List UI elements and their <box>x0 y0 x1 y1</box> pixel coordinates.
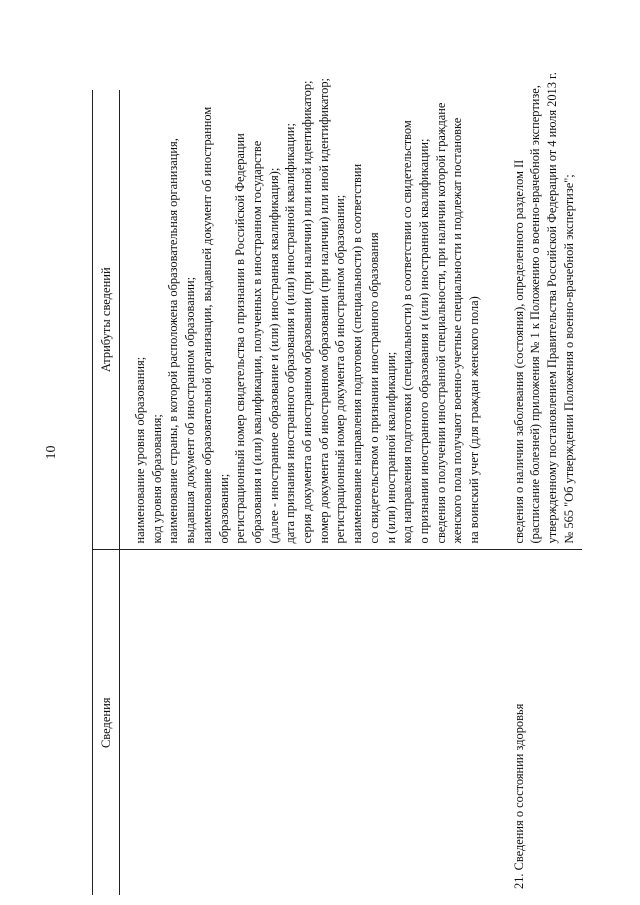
attribute-line: (расписание болезней) приложения № 1 к Положению о военно-врачебной экспертизе, <box>528 85 543 544</box>
attribute-line: регистрационный номер свидетельства о признании в Российской Федерации <box>233 133 248 544</box>
table-row <box>509 90 582 895</box>
attribute-line: серия документа об иностранном образовании (при наличии) или иной идентификатор; <box>300 80 315 544</box>
attribute-line: женского пола получают военно-учетные специальности и подлежат постановке <box>450 117 465 544</box>
attribute-line: наименование образовательной организации, выдавшей документ об иностранном <box>199 106 214 544</box>
attribute-line: сведения о получении иностранной специальности, при наличии которой граждане <box>433 102 448 544</box>
row-attributes-cell <box>130 78 487 550</box>
attribute-line: наименование уровня образования; <box>133 356 147 544</box>
attributes-table <box>92 72 582 895</box>
attribute-line: со свидетельством о признании иностранного образования <box>366 232 381 544</box>
attribute-line: код направления подготовки (специальности) в соответствии со свидетельством <box>400 120 415 544</box>
attribute-line: на воинский учет (для граждан женского пола) <box>467 296 482 544</box>
row-info-cell: 21. Сведения о состоянии здоровья <box>511 703 526 889</box>
attribute-line: наименование направления подготовки (специальности) в соответствии <box>350 163 365 544</box>
attribute-line: о признании иностранного образования и (или) иностранной квалификации; <box>416 138 431 544</box>
attribute-line: образовании; <box>216 473 231 544</box>
attribute-line: и (или) иностранной квалификации; <box>383 351 398 544</box>
attribute-line: код уровня образования; <box>149 414 164 544</box>
page-number: 10 <box>44 445 59 460</box>
attribute-line: наименование страны, в которой расположена образовательная организация, <box>166 138 181 544</box>
gap-cell <box>120 90 131 550</box>
attribute-line: номер документа об иностранном образовании (при наличии) или иной идентификатор; <box>316 78 331 544</box>
attribute-line: № 565 "Об утверждении Положения о военно-врачебной экспертизе"; <box>561 174 576 544</box>
row-info-cell <box>130 550 487 895</box>
table-header-row <box>93 90 120 895</box>
table-gap-row <box>120 90 131 895</box>
attribute-line: сведения о наличии заболевания (состояния), определенного разделом II <box>511 159 526 544</box>
gap-cell <box>487 550 509 895</box>
attribute-line: дата признания иностранного образования и (или) иностранной квалификации; <box>283 123 298 544</box>
header-info: Сведения <box>93 550 120 895</box>
attribute-line: выдавшая документ об иностранном образовании; <box>183 276 198 544</box>
table-gap-row <box>487 90 509 895</box>
attribute-line: (далее - иностранное образование и (или) иностранная квалификация); <box>266 167 281 544</box>
header-attributes: Атрибуты сведений <box>93 90 120 550</box>
gap-cell <box>120 550 131 895</box>
attribute-line: утвержденному постановлением Правительства Российской Федерации от 4 июля 2013 г. <box>545 72 560 544</box>
table-row <box>130 90 487 895</box>
attribute-line: регистрационный номер документа об иностранном образовании; <box>333 194 348 544</box>
row-attributes-cell <box>509 72 582 550</box>
attribute-line: образования и (или) квалификации, полученных в иностранном государстве <box>249 140 264 544</box>
gap-cell <box>487 90 509 550</box>
